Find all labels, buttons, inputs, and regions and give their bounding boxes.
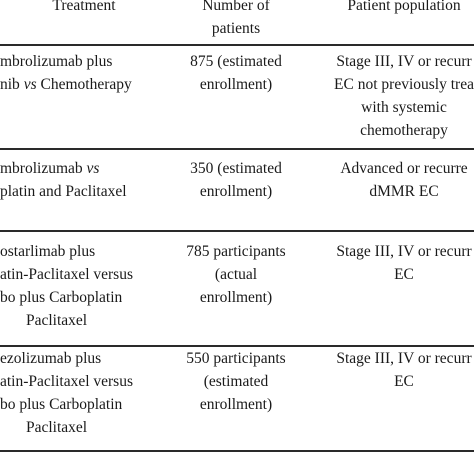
row1-population: [304, 50, 474, 142]
row4-patients-line: 550 participants: [186, 350, 286, 367]
header-patients-line: Number of: [202, 0, 270, 14]
row4-patients: [168, 347, 304, 416]
row2-patients-line: enrollment): [199, 183, 273, 200]
row1-treatment-line: nib vs Chemotherapy: [0, 76, 132, 93]
row3-population-line: EC: [394, 266, 414, 283]
row2-patients-line: 350 (estimated: [190, 160, 282, 177]
row4-patients-line: enrollment): [199, 396, 273, 413]
row2-treatment-line: platin and Paclitaxel: [0, 183, 127, 200]
row4-patients-line: (estimated: [203, 373, 269, 390]
row1-patients: [168, 50, 304, 96]
row4-treatment-line: ezolizumab plus: [0, 350, 102, 367]
row3-treatment-line: bo plus Carboplatin: [0, 289, 123, 306]
row4-population-line: EC: [394, 373, 414, 390]
row2-population: [304, 157, 474, 203]
row3-treatment: [0, 240, 168, 332]
row3-population-line: Stage III, IV or recurr: [336, 243, 472, 260]
row2-population-line: Advanced or recurre: [340, 160, 468, 177]
row3-treatment-line: ostarlimab plus: [0, 243, 96, 260]
row1-population-line: with systemic: [361, 99, 447, 116]
row3-population: [304, 240, 474, 286]
row1-treatment-line: mbrolizumab plus: [0, 53, 113, 70]
row1-population-line: Stage III, IV or recurr: [336, 53, 472, 70]
row3-patients-line: (actual: [214, 266, 258, 283]
row1-divider: [0, 148, 474, 150]
row3-patients-line: enrollment): [199, 289, 273, 306]
header-population: [304, 0, 474, 17]
row2-treatment: [0, 157, 168, 203]
header-patients-line: patients: [211, 20, 261, 37]
header-divider: [0, 44, 474, 46]
row4-population: [304, 347, 474, 393]
row4-treatment-line: atin-Paclitaxel versus: [0, 373, 133, 390]
row1-population-line: chemotherapy: [360, 122, 448, 139]
row1-treatment: [0, 50, 168, 96]
row3-treatment-line: atin-Paclitaxel versus: [0, 266, 133, 283]
row1-population-line: EC not previously trea: [334, 76, 474, 93]
row4-treatment: [0, 347, 168, 439]
header-treatment: [0, 0, 168, 17]
row1-patients-line: enrollment): [199, 76, 273, 93]
row1-patients-line: 875 (estimated: [190, 53, 282, 70]
row4-treatment-line: bo plus Carboplatin: [0, 396, 123, 413]
row2-patients: [168, 157, 304, 203]
row3-treatment-line: Paclitaxel: [26, 312, 88, 329]
row2-treatment-line: mbrolizumab vs: [0, 160, 100, 177]
row2-population-line: dMMR EC: [369, 183, 439, 200]
table-bottom-rule: [0, 450, 474, 452]
header-treatment-line: Treatment: [52, 0, 116, 14]
row3-patients-line: 785 participants: [186, 243, 286, 260]
header-population-line: Patient population: [347, 0, 461, 14]
row3-patients: [168, 240, 304, 309]
row4-treatment-line: Paclitaxel: [26, 419, 88, 436]
header-patients: [168, 0, 304, 40]
row2-divider: [0, 230, 474, 232]
row4-population-line: Stage III, IV or recurr: [336, 350, 472, 367]
